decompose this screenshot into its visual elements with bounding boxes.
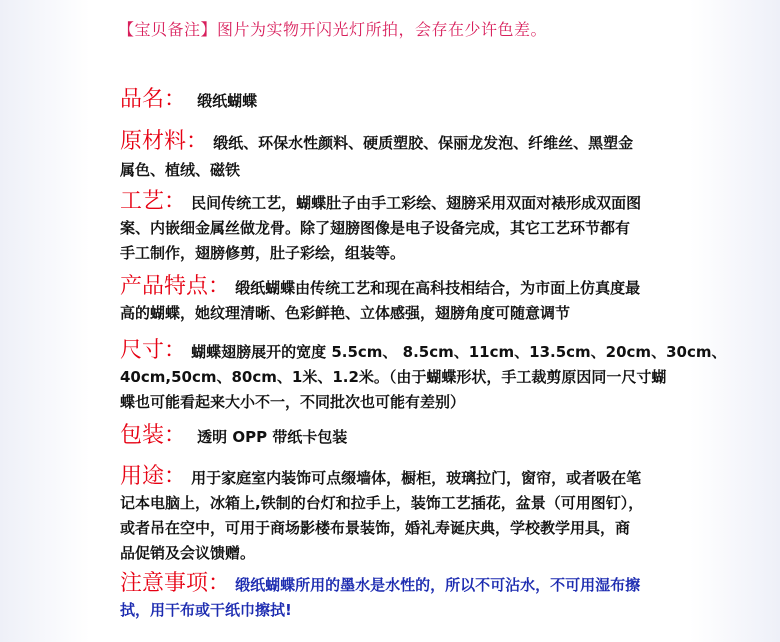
craft-line-1: 民间传统工艺，蝴蝶肚子由手工彩绘、翅膀采用双面对裱形成双面图 [191,194,642,212]
section-caution [120,566,680,623]
features-line-1: 缎纸蝴蝶由传统工艺和现在高科技相结合，为市面上仿真度最 [235,279,641,297]
usage-line-4: 品促销及会议馈赠。 [120,544,256,562]
materials-label: 原材料： [120,129,209,154]
craft-line-2: 案、内嵌细金属丝做龙骨。除了翅膀图像是电子设备完成，其它工艺环节都有 [120,219,631,237]
name-label: 品名： [120,87,187,112]
name-value: 缎纸蝴蝶 [197,92,258,110]
features-label: 产品特点： [120,274,231,299]
features-line-2: 高的蝴蝶，她纹理清晰、色彩鲜艳、立体感强，翅膀角度可随意调节 [120,304,571,322]
size-label: 尺寸： [120,338,187,363]
caution-line-1: 缎纸蝴蝶所用的墨水是水性的，所以不可沾水，不可用湿布擦 [235,576,641,594]
usage-label: 用途： [120,464,187,489]
section-packaging [120,418,680,450]
caution-label: 注意事项： [120,571,231,596]
caution-line-2: 拭，用干布或干纸巾擦拭! [120,601,292,619]
usage-line-1: 用于家庭室内装饰可点缀墙体，橱柜，玻璃拉门，窗帘，或者吸在笔 [191,469,642,487]
section-features [120,269,680,326]
materials-line-2: 属色、植绒、磁铁 [120,161,241,179]
packaging-label: 包装： [120,423,187,448]
section-craft [120,184,680,266]
section-usage [120,459,680,566]
materials-line-1: 缎纸、环保水性颜料、硬质塑胶、保丽龙发泡、纤维丝、黑塑金 [213,134,634,152]
section-name [120,82,680,114]
usage-line-3: 或者吊在空中，可用于商场影楼布景装饰，婚礼寿诞庆典，学校教学用具，商 [120,519,631,537]
size-line-3: 蝶也可能看起来大小不一，不同批次也可能有差别） [120,393,466,411]
usage-line-2: 记本电脑上，冰箱上,铁制的台灯和拉手上，装饰工艺插花，盆景（可用图钉）， [120,494,644,512]
packaging-value: 透明 OPP 带纸卡包装 [197,428,348,446]
section-size [120,333,727,415]
section-materials [120,124,680,183]
item-notice: 【宝贝备注】图片为实物开闪光灯所拍，会存在少许色差。 [118,20,548,39]
size-line-2: 40cm,50cm、80cm、1米、1.2米。（由于蝴蝶形状，手工裁剪原因同一尺寸蝴 [120,368,667,386]
craft-line-3: 手工制作，翅膀修剪，肚子彩绘，组装等。 [120,244,406,262]
size-line-1: 蝴蝶翅膀展开的宽度 5.5cm、 8.5cm、11cm、13.5cm、20cm、30cm、 [191,343,727,361]
craft-label: 工艺： [120,189,187,214]
